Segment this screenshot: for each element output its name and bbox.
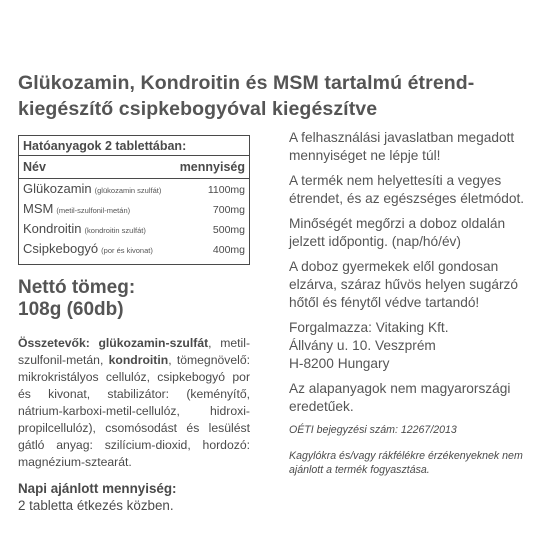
- daily-dose: [18, 480, 268, 514]
- active-ingredients-table: [18, 135, 250, 265]
- ingredients-bold: glükozamin-szulfát: [98, 336, 209, 350]
- ingredient-sub: (glükozamin szulfát): [94, 186, 162, 195]
- right-column: [289, 129, 539, 484]
- net-weight-label: Nettó tömeg:: [18, 277, 136, 298]
- table-column-headers: [19, 156, 249, 179]
- origin-notice: Az alapanyagok nem magyarországi eredetűek.: [289, 381, 511, 414]
- ingredients-part: , metil-szulfonil-metán,: [18, 336, 250, 367]
- ingredient-sub: (por és kivonat): [101, 246, 153, 255]
- col-amount-header: mennyiség: [179, 160, 245, 174]
- storage-notice: A doboz gyermekek elől gondosan elzárva, száraz hűvös helyen sugárzó hőtől és fénytől védve tartandó!: [289, 259, 519, 310]
- distributor-label: Forgalmazza: Vitaking Kft.: [289, 320, 449, 335]
- usage-warning: A felhasználási javaslatban megadott mennyiséget ne lépje túl!: [289, 130, 515, 163]
- table-row: [19, 219, 249, 239]
- distributor-address-1: Állvány u. 10. Veszprém: [289, 338, 436, 353]
- allergy-warning: Kagylókra és/vagy rákfélékre érzékenyeknek nem ajánlott a termék fogyasztása.: [289, 450, 523, 476]
- daily-dose-value: 2 tabletta étkezés közben.: [18, 498, 174, 513]
- net-weight: [18, 277, 268, 321]
- ingredient-sub: (kondroitin szulfát): [84, 226, 146, 235]
- ingredient-name: Csipkebogyó: [23, 241, 99, 256]
- left-column: [18, 135, 268, 514]
- ingredient-name: MSM: [23, 201, 54, 216]
- title-line-2: kiegészítő csipkebogyóval kiegészítve: [18, 98, 378, 120]
- ingredients-bold: kondroitin: [108, 353, 169, 367]
- ingredients-label: Összetevők:: [18, 336, 90, 350]
- title-line-1: Glükozamin, Kondroitin és MSM tartalmú étrend-: [18, 72, 475, 94]
- table-row: [19, 199, 249, 219]
- ingredients-part: , tömegnövelő: mikrokristályos cellulóz, csipkebogyó por és kivonat, stabilizátor: (keményítő, nátrium-karboxi-metil-cellulóz, hidroxi-propilcellulóz), csomósodást és lesülést gátló anyag: szilícium-dioxid, hordozó: magnézium-sztearát.: [18, 353, 250, 469]
- col-name-header: Név: [23, 160, 46, 174]
- ingredient-amount: 400mg: [212, 244, 245, 256]
- distributor-block: [289, 319, 539, 373]
- ingredient-amount: 500mg: [212, 224, 245, 236]
- oeti-registration: OÉTI bejegyzési szám: 12267/2013: [289, 424, 457, 436]
- diet-notice: A termék nem helyettesíti a vegyes étrendet, és az egészséges életmódot.: [289, 173, 525, 206]
- ingredient-amount: 700mg: [212, 204, 245, 216]
- ingredient-amount: 1100mg: [207, 184, 245, 196]
- ingredients-text: [18, 335, 250, 471]
- daily-dose-label: Napi ajánlott mennyiség:: [18, 481, 177, 496]
- product-title: [18, 70, 538, 122]
- distributor-address-2: H-8200 Hungary: [289, 356, 390, 371]
- net-weight-value: 108g (60db): [18, 299, 124, 320]
- table-row: [19, 179, 249, 199]
- ingredient-sub: (metil-szulfonil-metán): [56, 206, 131, 215]
- table-row: [19, 239, 249, 259]
- table-header: Hatóanyagok 2 tablettában:: [19, 136, 249, 156]
- ingredient-name: Glükozamin: [23, 181, 92, 196]
- ingredient-name: Kondroitin: [23, 221, 82, 236]
- best-before-notice: Minőségét megőrzi a doboz oldalán jelzett időpontig. (nap/hó/év): [289, 216, 506, 249]
